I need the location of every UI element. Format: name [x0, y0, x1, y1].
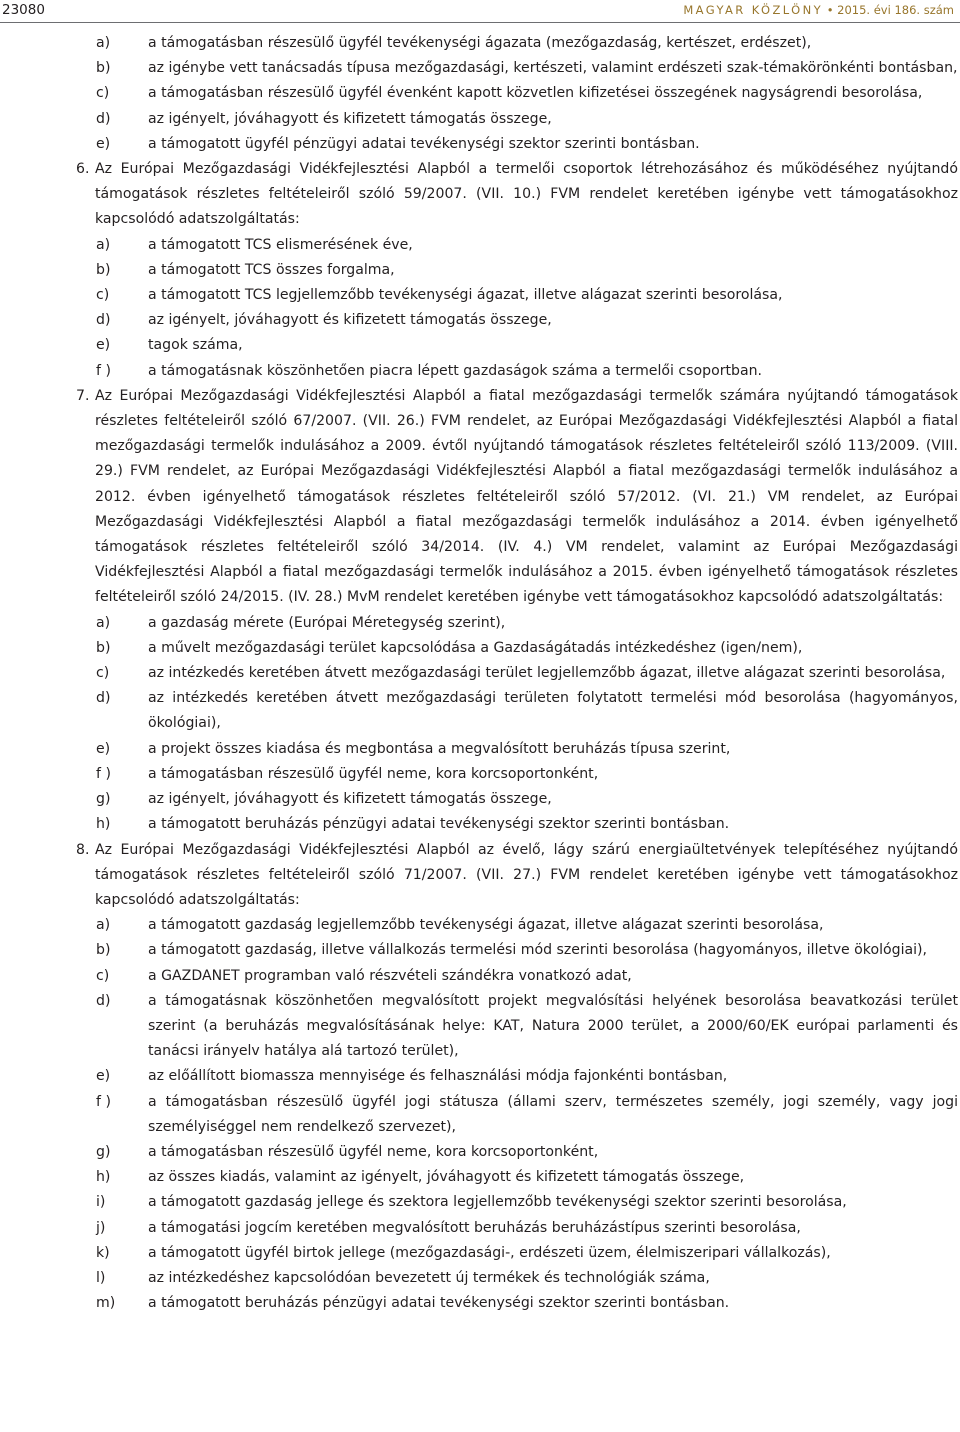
item-text: a projekt összes kiadása és megbontása a megvalósított beruházás típusa szerint,	[148, 740, 731, 757]
item-label: g)	[96, 1143, 111, 1160]
item-label: b)	[96, 942, 111, 959]
list-item	[0, 1064, 958, 1089]
item-label: e)	[96, 740, 111, 757]
list-item	[0, 787, 958, 812]
item-text: az összes kiadás, valamint az igényelt, jóváhagyott és kifizetett támogatás összege,	[148, 1169, 745, 1186]
item-text: az igényelt, jóváhagyott és kifizetett támogatás összege,	[148, 110, 552, 127]
section-number: 8.	[76, 841, 90, 858]
item-text: a támogatott ügyfél birtok jellege (mezőgazdasági-, erdészeti üzem, élelmiszeripari vállalkozás),	[148, 1244, 831, 1261]
list-item	[0, 661, 958, 686]
item-label: m)	[96, 1295, 116, 1312]
item-label: f )	[96, 362, 111, 379]
item-text: az intézkedés keretében átvett mezőgazdasági terület legjellemzőbb ágazat, illetve alágazat szerinti besorolása,	[148, 665, 946, 682]
item-label: f )	[96, 765, 111, 782]
item-label: b)	[96, 261, 111, 278]
item-text: a GAZDANET programban való részvételi szándékra vonatkozó adat,	[148, 967, 632, 984]
item-label: c)	[96, 665, 110, 682]
item-label: d)	[96, 110, 111, 127]
list-item	[0, 1190, 958, 1215]
item-label: e)	[96, 1068, 111, 1085]
list-item	[0, 737, 958, 762]
item-label: k)	[96, 1244, 110, 1261]
numbered-section	[0, 384, 958, 611]
item-label: d)	[96, 690, 111, 707]
item-text: a gazdaság mérete (Európai Méretegység szerint),	[148, 614, 506, 631]
list-item	[0, 132, 958, 157]
section-number: 6.	[76, 161, 90, 178]
list-item	[0, 1241, 958, 1266]
list-item	[0, 1266, 958, 1291]
item-text: a támogatott beruházás pénzügyi adatai tevékenységi szektor szerinti bontásban.	[148, 1295, 730, 1312]
list-item	[0, 1291, 958, 1316]
item-text: a támogatott gazdaság legjellemzőbb tevékenységi ágazat, illetve alágazat szerinti besorolása,	[148, 917, 824, 934]
item-text: a támogatásnak köszönhetően megvalósított projekt megvalósítási helyének besorolása beavatkozási terület szerint (a beruházás megvalósításának helye: KAT, Natura 2000 terület, a 2000/60/EK európai parlamenti és tanácsi irányelv hatálya alá tartozó terület),	[148, 992, 958, 1060]
item-text: tagok száma,	[148, 337, 243, 354]
item-label: d)	[96, 312, 111, 329]
item-label: f )	[96, 1093, 111, 1110]
list-item	[0, 762, 958, 787]
item-text: a művelt mezőgazdasági terület kapcsolódása a Gazdaságátadás intézkedéshez (igen/nem),	[148, 639, 803, 656]
item-label: b)	[96, 60, 111, 77]
item-text: az igényelt, jóváhagyott és kifizetett támogatás összege,	[148, 791, 552, 808]
section-text: Az Európai Mezőgazdasági Vidékfejlesztési Alapból az évelő, lágy szárú energiaültetvények telepítéséhez nyújtandó támogatások részletes feltételeiről szóló 71/2007. (VII. 27.) FVM rendelet keretében igénybe vett támogatásokhoz kapcsolódó adatszolgáltatás:	[95, 841, 958, 908]
item-label: c)	[96, 967, 110, 984]
list-item	[0, 359, 958, 384]
item-label: a)	[96, 236, 111, 253]
list-item	[0, 31, 958, 56]
item-label: h)	[96, 816, 111, 833]
list-item	[0, 913, 958, 938]
list-item	[0, 283, 958, 308]
item-label: a)	[96, 614, 111, 631]
list-item	[0, 686, 958, 736]
item-text: a támogatásban részesülő ügyfél neme, kora korcsoportonként,	[148, 765, 599, 782]
item-text: a támogatási jogcím keretében megvalósított beruházás beruházástípus szerinti besorolása,	[148, 1219, 801, 1236]
item-label: l)	[96, 1269, 106, 1286]
item-label: j)	[96, 1219, 106, 1236]
item-label: a)	[96, 35, 111, 51]
item-text: a támogatásban részesülő ügyfél tevékenységi ágazata (mezőgazdaság, kertészet, erdészet),	[148, 35, 812, 51]
journal-title: MAGYAR KÖZLÖNY	[683, 3, 824, 17]
item-text: a támogatásnak köszönhetően piacra lépett gazdaságok száma a termelői csoportban.	[148, 362, 763, 379]
item-text: az előállított biomassza mennyisége és felhasználási módja fajonkénti bontásban,	[148, 1068, 728, 1085]
section-number: 7.	[76, 387, 90, 404]
item-label: c)	[96, 287, 110, 304]
item-text: a támogatásban részesülő ügyfél neme, kora korcsoportonként,	[148, 1143, 599, 1160]
item-text: a támogatott gazdaság, illetve vállalkozás termelési mód szerinti besorolása (hagyományos, illetve ökológiai),	[148, 942, 928, 959]
list-item	[0, 1140, 958, 1165]
item-text: a támogatott TCS összes forgalma,	[148, 261, 395, 278]
section-text: Az Európai Mezőgazdasági Vidékfejlesztési Alapból a termelői csoportok létrehozásához és működéséhez nyújtandó támogatások részletes feltételeiről szóló 59/2007. (VII. 10.) FVM rendelet keretében igénybe vett támogatásokhoz kapcsolódó adatszolgáltatás:	[95, 161, 958, 228]
item-label: c)	[96, 85, 110, 102]
list-item	[0, 258, 958, 283]
item-label: h)	[96, 1169, 111, 1186]
list-item	[0, 308, 958, 333]
page-header	[0, 0, 960, 23]
list-item	[0, 611, 958, 636]
item-text: a támogatott beruházás pénzügyi adatai tevékenységi szektor szerinti bontásban.	[148, 816, 730, 833]
item-label: g)	[96, 791, 111, 808]
item-text: az intézkedés keretében átvett mezőgazdasági területen folytatott termelési mód besorolása (hagyományos, ökológiai),	[148, 690, 958, 732]
list-item	[0, 81, 958, 106]
numbered-section	[0, 838, 958, 914]
list-item	[0, 964, 958, 989]
item-label: b)	[96, 639, 111, 656]
item-text: a támogatásban részesülő ügyfél évenként kapott közvetlen kifizetései összegének nagyságrendi besorolása,	[148, 85, 923, 102]
item-text: az igényelt, jóváhagyott és kifizetett támogatás összege,	[148, 312, 552, 329]
list-item	[0, 989, 958, 1065]
item-text: az igénybe vett tanácsadás típusa mezőgazdasági, kertészeti, valamint erdészeti szak-témakörönkénti bontásban,	[148, 60, 958, 77]
item-text: az intézkedéshez kapcsolódóan bevezetett új termékek és technológiák száma,	[148, 1269, 710, 1286]
numbered-section	[0, 157, 958, 233]
item-label: a)	[96, 917, 111, 934]
section-text: Az Európai Mezőgazdasági Vidékfejlesztési Alapból a fiatal mezőgazdasági termelők számára nyújtandó támogatások részletes feltételeiről szóló 67/2007. (VII. 26.) FVM rendelet, az Európai Mezőgazdasági Vidékfejlesztési Alapból a fiatal mezőgazdasági termelők indulásához a 2009. évtől nyújtandó támogatások részletes feltételeiről szóló 113/2009. (VIII. 29.) FVM rendelet, az Európai Mezőgazdasági Vidékfejlesztési Alapból a fiatal mezőgazdasági termelők indulásához a 2012. évben igényelhető támogatások részletes feltételeiről szóló 57/2012. (VI. 21.) VM rendelet, az Európai Mezőgazdasági Vidékfejlesztési Alapból a fiatal mezőgazdasági termelők indulásához a 2014. évben igényelhető támogatások részletes feltételeiről szóló 34/2014. (IV. 4.) VM rendelet, valamint az Európai Mezőgazdasági Vidékfejlesztési Alapból a fiatal mezőgazdasági termelők indulásához a 2015. évben igényelhető támogatások részletes feltételeiről szóló 24/2015. (IV. 28.) MvM rendelet keretében igénybe vett támogatásokhoz kapcsolódó adatszolgáltatás:	[95, 387, 958, 606]
list-item	[0, 1216, 958, 1241]
list-item	[0, 107, 958, 132]
item-text: a támogatott TCS elismerésének éve,	[148, 236, 413, 253]
item-text: a támogatott TCS legjellemzőbb tevékenységi ágazat, illetve alágazat szerinti besorolása,	[148, 287, 783, 304]
list-item	[0, 333, 958, 358]
list-item	[0, 812, 958, 837]
item-label: e)	[96, 337, 111, 354]
page-number: 23080	[2, 2, 45, 18]
list-item	[0, 233, 958, 258]
item-text: a támogatásban részesülő ügyfél jogi státusza (állami szerv, természetes személy, jogi személy, vagy jogi személyiséggel nem rendelkező szervezet),	[148, 1093, 958, 1135]
list-item	[0, 1090, 958, 1140]
item-label: e)	[96, 135, 111, 152]
document-body	[0, 31, 958, 1316]
item-label: i)	[96, 1194, 106, 1211]
list-item	[0, 938, 958, 963]
item-text: a támogatott gazdaság jellege és szektora legjellemzőbb tevékenységi szektor szerinti besorolása,	[148, 1194, 847, 1211]
list-item	[0, 636, 958, 661]
item-text: a támogatott ügyfél pénzügyi adatai tevékenységi szektor szerinti bontásban.	[148, 135, 700, 152]
list-item	[0, 56, 958, 81]
item-label: d)	[96, 992, 111, 1009]
list-item	[0, 1165, 958, 1190]
issue-label: • 2015. évi 186. szám	[826, 3, 954, 17]
journal-info	[683, 3, 954, 17]
